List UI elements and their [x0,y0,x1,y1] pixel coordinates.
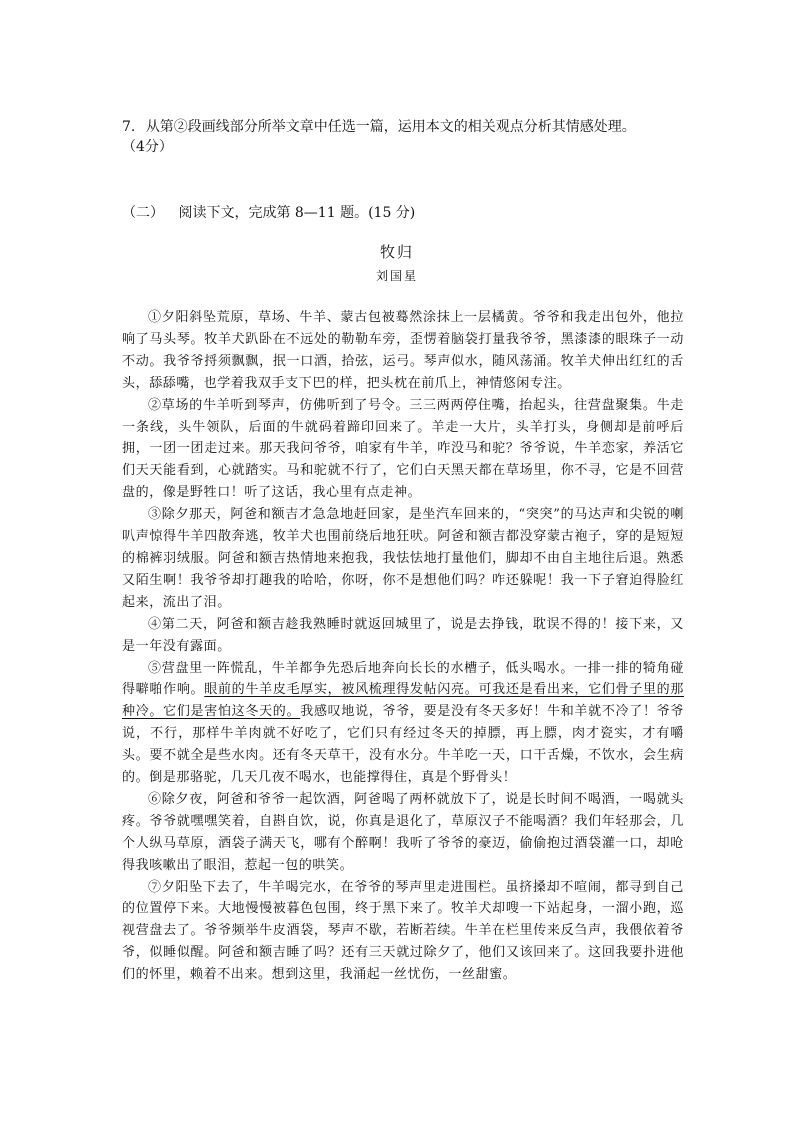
article-author: 刘国星 [375,269,418,283]
question-score: （4分） [122,139,173,155]
article-title: 牧归 [379,243,414,261]
paragraph-3: ③除夕那天，阿爸和额吉才急急地赶回家，是坐汽车回来的，“突突”的马达声和尖锐的喇叭声惊得牛羊四散奔逃，牧羊犬也围前绕后地狂吠。阿爸和额吉都没穿蒙古袍子，穿的是短短的棉裤羽绒服。阿爸和额吉热情地来抱我，我怯怯地打量他们，脚却不由自主地往后退。熟悉又陌生啊！我爷爷却打趣我的哈哈，你呀，你不是想他们吗？咋还躲呢！我一下子窘迫得脸红起来，流出了泪。 [122,507,684,610]
question-number: 7. [122,119,136,135]
paragraph-1: ①夕阳斜坠荒原，草场、牛羊、蒙古包被蓦然涂抹上一层橘黄。爷爷和我走出包外，他拉响了马头琴。牧羊犬趴卧在不远处的勒勒车旁，歪愣着脑袋打量我爷爷，黑漆漆的眼珠子一动不动。我爷爷捋须飘飘，抿一口酒，拾弦，运弓。琴声似水，随风荡涌。牧羊犬伸出红红的舌头，舔舔嘴，也学着我双手支下巴的样，把头枕在前爪上，神情悠闲专注。 [122,310,684,391]
section-instruction: 阅读下文，完成第 8—11 题。(15 分) [178,205,416,221]
question-text: 从第②段画线部分所举文章中任选一篇，运用本文的相关观点分析其情感处理。 [145,119,636,135]
paragraph-5 [122,658,684,789]
paragraph-4: ④第二天，阿爸和额吉趁我熟睡时就返回城里了，说是去挣钱，耽误不得的！接下来，又是一年没有露面。 [122,616,684,654]
underlined-passage: 眼前的牛羊皮毛厚实，被风梳理得发帖闪亮。可我还是看出来，它们骨子里的那种冷。它们是害怕这冬天的。 [122,682,684,720]
paragraph-5-start: ⑤营盘里一阵慌乱，牛羊都争先恐后地奔向长长的水槽子，低头喝水。一排一排的犄角碰得噼啪作响。 [122,660,684,698]
paragraph-6: ⑥除夕夜，阿爸和爷爷一起饮酒，阿爸喝了两杯就放下了，说是长时间不喝酒，一喝就头疼。爷爷就嘿嘿笑着，自斟自饮，说，你真是退化了，草原汉子不能喝酒？我们年轻那会，几个人纵马草原，酒袋子满天飞，哪有个醉啊！我听了爷爷的豪迈，偷偷抱过酒袋灌一口，却呛得我咳嗽出了眼泪，惹起一包的哄笑。 [122,791,684,873]
paragraph-2: ②草场的牛羊听到琴声，仿佛听到了号令。三三两两停住嘴，抬起头，往营盘聚集。牛走一条线，头牛领队，后面的牛就码着蹄印回来了。羊走一大片，头羊打头，身侧却是前呼后拥，一团一团走过来。那天我问爷爷，咱家有牛羊，咋没马和驼？爷爷说，牛羊恋家，养活它们天天能看到，心就踏实。马和驼就不行了，它们白天黑天都在草场里，你不寻，它是不回营盘的，像是野牲口！听了这话，我心里有点走神。 [122,397,684,501]
section-header [122,203,415,223]
question-7 [122,117,682,157]
article-body [122,307,684,986]
paragraph-5-end: 我感叹地说，爷爷，要是没有冬天多好！牛和羊就不冷了！爷爷说，不行，那样牛羊肉就不好吃了，它们只有经过冬天的掉膘，再上膘，肉才瓷实，才有嚼头。要不就全是些水肉。还有冬天草干，没有水分。牛羊吃一天，口干舌燥，不饮水，会生病的。倒是那骆驼，几天几夜不喝水，也能撑得住，真是个野骨头！ [122,704,684,786]
section-label: （二） [122,205,164,221]
paragraph-7: ⑦夕阳坠下去了，牛羊喝完水，在爷爷的琴声里走进围栏。虽挤搡却不喧闹，都寻到自己的位置停下来。大地慢慢被暮色包围，终于黑下来了。牧羊犬却嗖一下站起身，一溜小跑，巡视营盘去了。爷爷频举牛皮酒袋，琴声不歇，若断若续。牛羊在栏里传来反刍声，我偎依着爷爷，似睡似醒。阿爸和额吉睡了吗？还有三天就过除夕了，他们又该回来了。这回我要扑进他们的怀里，赖着不出来。想到这里，我涌起一丝忧伤，一丝甜蜜。 [122,879,684,983]
